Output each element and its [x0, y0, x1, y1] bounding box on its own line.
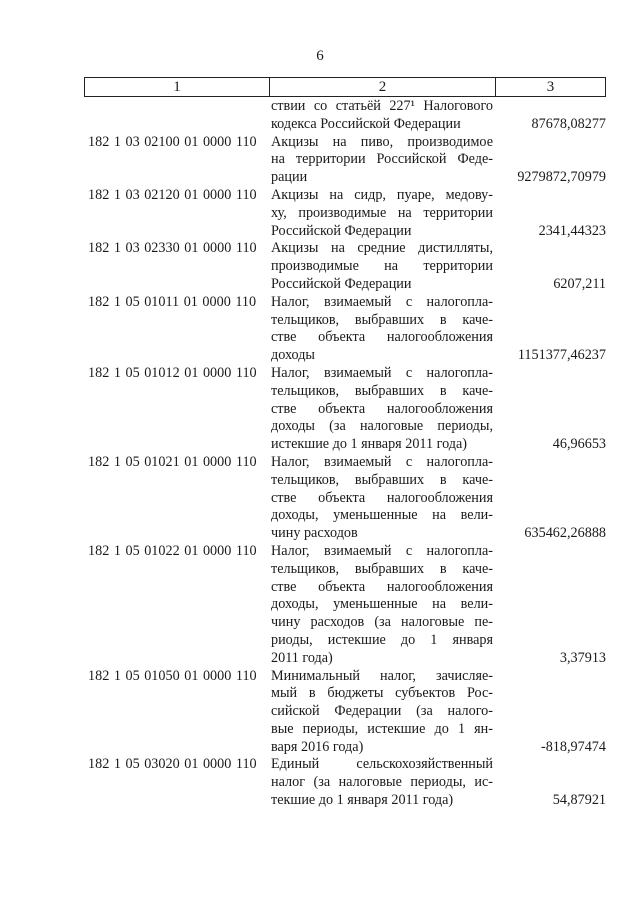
budget-code: 182 1 05 01050 01 0000 110: [88, 667, 257, 684]
income-description: [271, 543, 497, 668]
description-line: тельщиков, выбравших в каче-: [271, 560, 493, 577]
income-description: [271, 668, 497, 757]
description-line: ствии со статьёй 227¹ Налогового: [271, 98, 493, 114]
budget-code: 182 1 05 01012 01 0000 110: [88, 364, 257, 381]
description-line: тельщиков, выбравших в каче-: [271, 311, 493, 328]
description-line: мый в бюджеты субъектов Рос-: [271, 685, 493, 702]
description-line: Налог, взимаемый с налогопла-: [271, 364, 493, 381]
description-line: текшие до 1 января 2011 года): [271, 792, 454, 809]
budget-code: 182 1 03 02120 01 0000 110: [88, 186, 257, 203]
table-row: [84, 240, 606, 293]
column-header-3: 3: [546, 79, 555, 95]
table-row: [84, 294, 606, 365]
income-description: [271, 365, 497, 454]
amount-value: 635462,26888: [524, 525, 606, 542]
description-line: тельщиков, выбравших в каче-: [271, 382, 493, 399]
table-row: [84, 365, 606, 454]
column-header-1: 1: [85, 78, 270, 96]
description-line: стве объекта налогообложения: [271, 329, 493, 346]
table-row: [84, 668, 606, 757]
table-body: [84, 98, 606, 810]
description-line: доходы (за налоговые периоды,: [271, 418, 493, 435]
budget-code: 182 1 03 02330 01 0000 110: [88, 240, 257, 257]
description-line: рации: [271, 169, 308, 186]
income-description: [271, 756, 497, 809]
description-line: доходы: [271, 347, 315, 364]
description-line: Акцизы на сидр, пуаре, медову-: [271, 186, 493, 203]
description-line: налог (за налоговые периоды, ис-: [271, 774, 493, 791]
table-row: [84, 98, 606, 134]
description-line: тельщиков, выбравших в каче-: [271, 471, 493, 488]
description-line: чину расходов: [271, 525, 358, 542]
amount-value: 9279872,70979: [517, 169, 606, 186]
income-description: [271, 454, 497, 543]
page-number: 6: [316, 48, 324, 64]
table-row: [84, 454, 606, 543]
description-line: Акцизы на средние дистилляты,: [271, 240, 493, 257]
amount-value: 54,87921: [552, 792, 606, 809]
amount-value: 6207,211: [553, 275, 606, 292]
budget-code: 182 1 03 02100 01 0000 110: [88, 133, 257, 150]
description-line: стве объекта налогообложения: [271, 400, 493, 417]
income-description: [271, 98, 497, 134]
description-line: ху, производимые на территории: [271, 204, 493, 221]
table-row: [84, 756, 606, 809]
column-header-2: 2: [270, 78, 496, 96]
budget-code: 182 1 05 01011 01 0000 110: [88, 293, 257, 310]
budget-code: 182 1 05 03020 01 0000 110: [88, 756, 257, 773]
amount-value: 3,37913: [559, 649, 606, 666]
income-description: [271, 294, 497, 365]
income-description: [271, 187, 497, 240]
description-line: производимые на территории: [271, 258, 493, 275]
description-line: Налог, взимаемый с налогопла-: [271, 542, 493, 559]
description-line: кодекса Российской Федерации: [271, 115, 461, 132]
description-line: Минимальный налог, зачисляе-: [271, 667, 493, 684]
amount-value: 2341,44323: [538, 222, 606, 239]
amount-value: 46,96653: [552, 436, 606, 453]
description-line: чину расходов (за налоговые пе-: [271, 614, 493, 631]
budget-code: 182 1 05 01021 01 0000 110: [88, 453, 257, 470]
description-line: Российской Федерации: [271, 222, 412, 239]
description-line: сийской Федерации (за налого-: [271, 703, 493, 720]
table-header: [84, 77, 606, 97]
amount-value: 87678,08277: [531, 115, 606, 132]
table-row: [84, 187, 606, 240]
description-line: риоды, истекшие до 1 января: [271, 631, 493, 648]
description-line: доходы, уменьшенные на вели-: [271, 596, 493, 613]
budget-code: 182 1 05 01022 01 0000 110: [88, 542, 257, 559]
description-line: варя 2016 года): [271, 738, 364, 755]
table-row: [84, 134, 606, 187]
description-line: Акцизы на пиво, производимое: [271, 133, 493, 150]
amount-value: 1151377,46237: [517, 347, 606, 364]
income-description: [271, 240, 497, 293]
description-line: доходы, уменьшенные на вели-: [271, 507, 493, 524]
table-row: [84, 543, 606, 668]
description-line: вые периоды, истекшие до 1 ян-: [271, 720, 493, 737]
description-line: Российской Федерации: [271, 275, 412, 292]
description-line: Налог, взимаемый с налогопла-: [271, 453, 493, 470]
description-line: Налог, взимаемый с налогопла-: [271, 293, 493, 310]
income-description: [271, 134, 497, 187]
description-line: на территории Российской Феде-: [271, 151, 493, 168]
description-line: стве объекта налогообложения: [271, 489, 493, 506]
description-line: 2011 года): [271, 649, 333, 666]
description-line: стве объекта налогообложения: [271, 578, 493, 595]
description-line: истекшие до 1 января 2011 года): [271, 436, 468, 453]
description-line: Единый сельскохозяйственный: [271, 756, 493, 773]
amount-value: -818,97474: [540, 738, 606, 755]
